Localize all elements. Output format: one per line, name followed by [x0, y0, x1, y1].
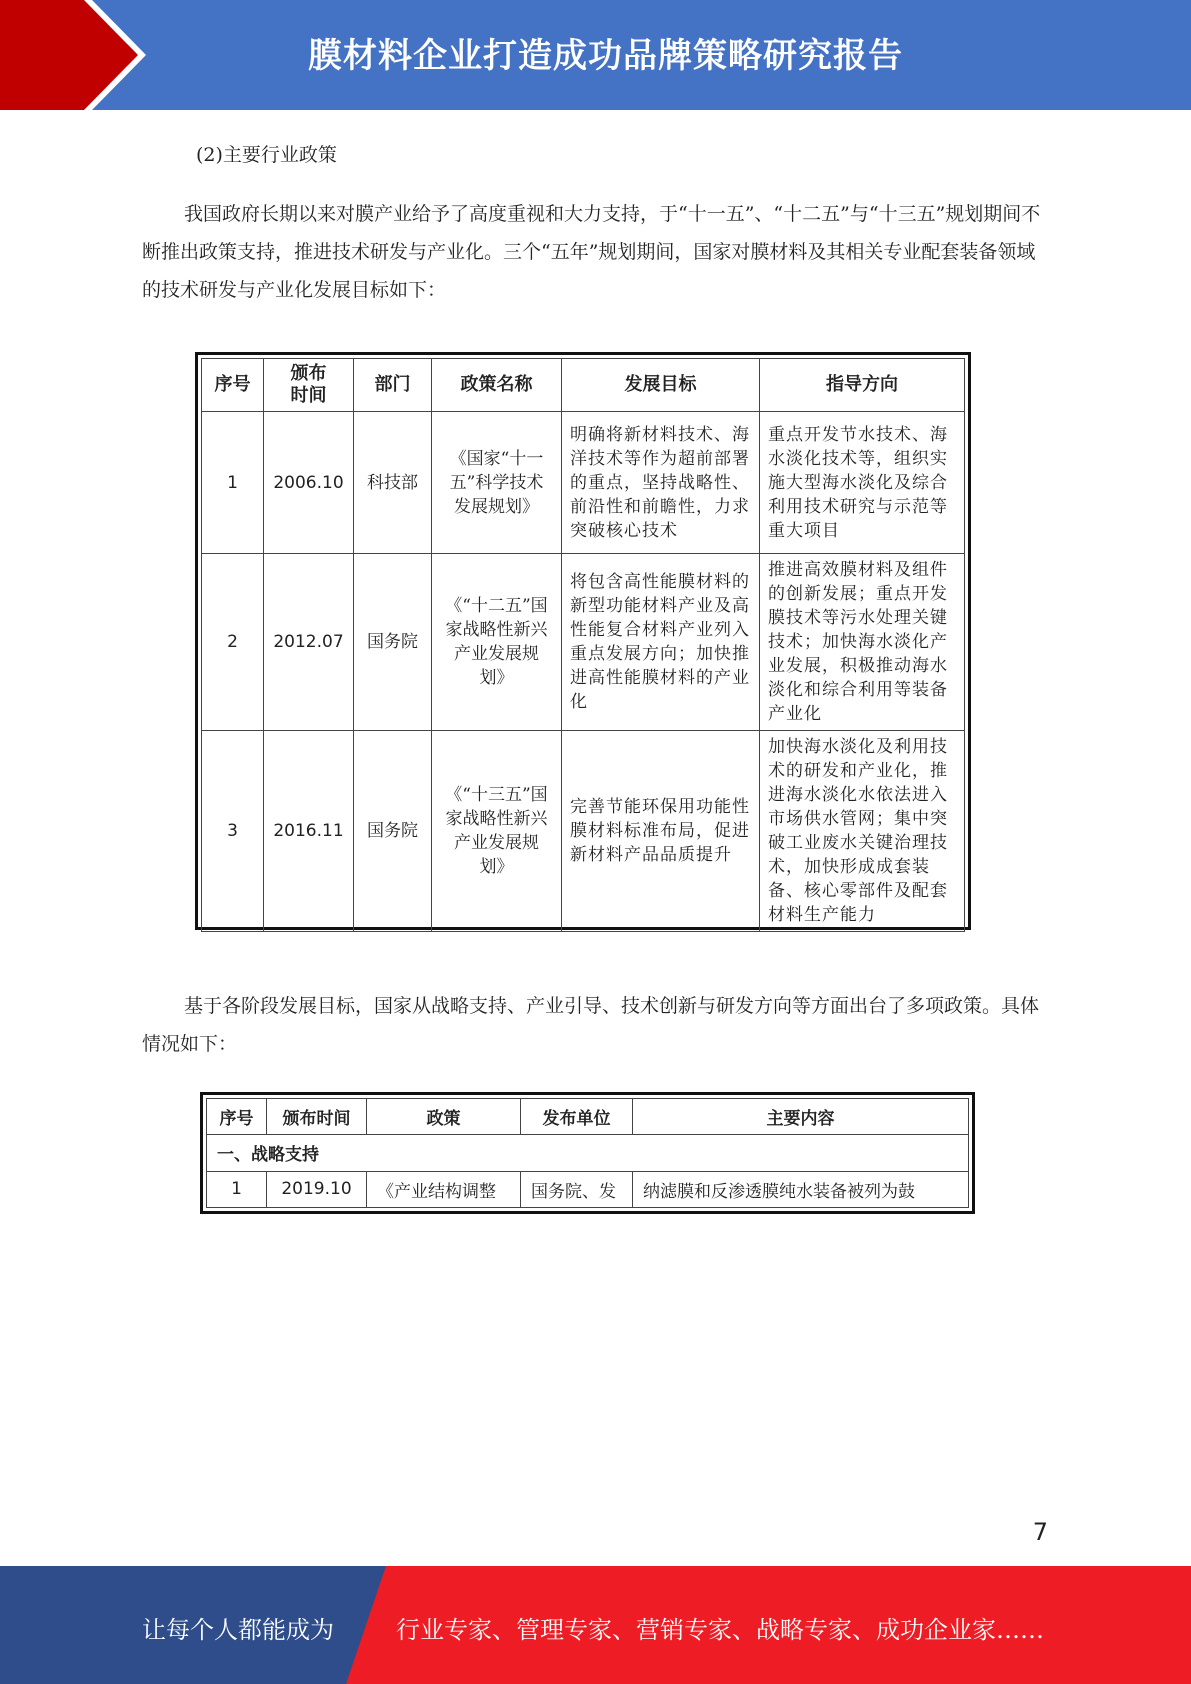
department: 科技部 — [354, 412, 432, 554]
policy-name: 《“十三五”国家战略性新兴产业发展规划》 — [432, 731, 562, 932]
issuer: 国务院、发 — [521, 1171, 633, 1207]
footer-slogan-right: 行业专家、管理专家、营销专家、战略专家、成功企业家…… — [396, 1616, 1044, 1644]
policy-name: 《“十二五”国家战略性新兴产业发展规划》 — [432, 554, 562, 731]
issue-date: 2012.07 — [264, 554, 354, 731]
column-header: 部门 — [354, 359, 432, 412]
department: 国务院 — [354, 731, 432, 932]
column-header: 颁布时间 — [264, 359, 354, 412]
guidance-direction: 重点开发节水技术、海水淡化技术等，组织实施大型海水淡化及综合利用技术研究与示范等重大项目 — [760, 412, 965, 554]
main-content: 纳滤膜和反渗透膜纯水装备被列为鼓 — [633, 1171, 969, 1207]
department: 国务院 — [354, 554, 432, 731]
development-goal: 将包含高性能膜材料的新型功能材料产业及高性能复合材料产业列入重点发展方向；加快推进高性能膜材料的产业化 — [562, 554, 760, 731]
column-header: 政策名称 — [432, 359, 562, 412]
row-number: 3 — [202, 731, 264, 932]
footer-slogan-left: 让每个人都能成为 — [142, 1616, 334, 1644]
report-title: 膜材料企业打造成功品牌策略研究报告 — [308, 36, 903, 76]
column-header: 发展目标 — [562, 359, 760, 412]
table-row — [207, 1171, 969, 1207]
development-goal: 明确将新材料技术、海洋技术等作为超前部署的重点，坚持战略性、前沿性和前瞻性，力求突破核心技术 — [562, 412, 760, 554]
table-header-row — [202, 359, 965, 412]
column-header: 颁布时间 — [267, 1099, 367, 1135]
section-row — [207, 1135, 969, 1171]
five-year-plan-table — [195, 352, 971, 930]
development-goal: 完善节能环保用功能性膜材料标准布局，促进新材料产品品质提升 — [562, 731, 760, 932]
issue-date: 2019.10 — [267, 1171, 367, 1207]
table-row — [202, 554, 965, 731]
section-heading: (2)主要行业政策 — [196, 144, 337, 166]
policy-name: 《产业结构调整 — [367, 1171, 521, 1207]
table-header-row — [207, 1099, 969, 1135]
column-header: 序号 — [207, 1099, 267, 1135]
policy-name: 《国家“十一五”科学技术发展规划》 — [432, 412, 562, 554]
page-footer — [0, 1566, 1191, 1684]
intro-paragraph: 我国政府长期以来对膜产业给予了高度重视和大力支持，于“十一五”、“十二五”与“十三五”规划期间不断推出政策支持，推进技术研发与产业化。三个“五年”规划期间，国家对膜材料及其相关专业配套装备领域的技术研发与产业化发展目标如下： — [142, 203, 1041, 301]
section-label: 一、战略支持 — [207, 1135, 969, 1171]
row-number: 2 — [202, 554, 264, 731]
issue-date: 2016.11 — [264, 731, 354, 932]
table-row — [202, 731, 965, 932]
column-header: 政策 — [367, 1099, 521, 1135]
column-header: 发布单位 — [521, 1099, 633, 1135]
table-row — [202, 412, 965, 554]
page-number: 7 — [1032, 1518, 1048, 1546]
column-header: 指导方向 — [760, 359, 965, 412]
issue-date: 2006.10 — [264, 412, 354, 554]
policy-summary-paragraph: 基于各阶段发展目标，国家从战略支持、产业引导、技术创新与研发方向等方面出台了多项政策。具体情况如下： — [142, 995, 1040, 1055]
column-header: 主要内容 — [633, 1099, 969, 1135]
guidance-direction: 加快海水淡化及利用技术的研发和产业化，推进海水淡化水依法进入市场供水管网；集中突破工业废水关键治理技术，加快形成成套装备、核心零部件及配套材料生产能力 — [760, 731, 965, 932]
row-number: 1 — [202, 412, 264, 554]
page-header — [0, 0, 1191, 110]
column-header: 序号 — [202, 359, 264, 412]
row-number: 1 — [207, 1171, 267, 1207]
guidance-direction: 推进高效膜材料及组件的创新发展；重点开发膜技术等污水处理关键技术；加快海水淡化产业发展，积极推动海水淡化和综合利用等装备产业化 — [760, 554, 965, 731]
policy-list-table — [200, 1092, 975, 1214]
